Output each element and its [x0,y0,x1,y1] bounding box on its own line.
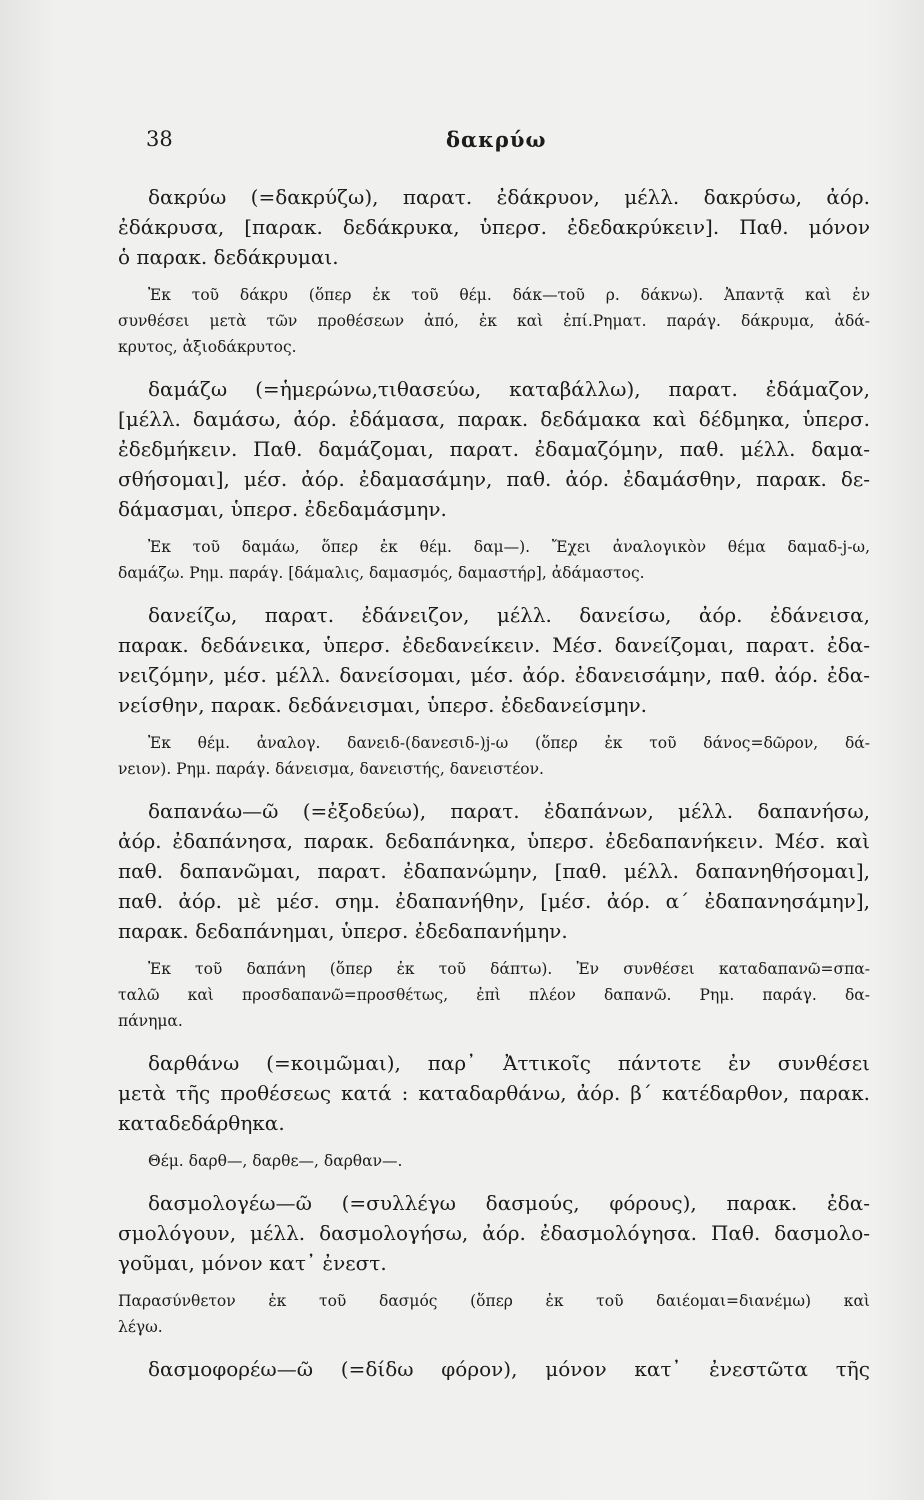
entry-line: παρακ. δεδαπάνημαι, ὑπερσ. ἐδεδαπανήμην. [118,919,568,943]
etymology-line: δαμάζω. Ρημ. παράγ. [δάμαλις, δαμασμός, δαμαστήρ], ἀδάμαστος. [118,564,645,582]
entry-damazo [118,374,870,524]
entry-line: δαπανάω—ῶ (=ἐξοδεύω), παρατ. ἐδαπάνων, μέλλ. δαπανήσω, [148,799,870,823]
page-number: 38 [146,127,173,151]
entry-line: νείσθην, παρακ. δεδάνεισμαι, ὑπερσ. ἐδεδανείσμην. [118,693,648,717]
entry-line: νειζόμην, μέσ. μέλλ. δανείσομαι, μέσ. ἀόρ. ἐδανεισάμην, παθ. ἀόρ. ἐδα- [118,663,870,687]
entry-line: ὁ παρακ. δεδάκρυμαι. [118,245,339,269]
etymology-line: κρυτος, ἀξιοδάκρυτος. [118,338,297,356]
etymology-line: νειον). Ρημ. παράγ. δάνεισμα, δανειστής, δανειστέον. [118,760,544,778]
running-head: δακρύω [446,127,547,152]
entry-line: παθ. δαπανῶμαι, παρατ. ἐδαπανώμην, [παθ. μέλλ. δαπανηθήσομαι], [118,859,870,883]
entry-dasmophoreo [118,1354,870,1384]
etymology-line: ταλῶ καὶ προσδαπανῶ=προσθέτως, ἐπὶ πλέον δαπανῶ. Ρημ. παράγ. δα- [118,986,870,1004]
page-header [146,127,866,157]
entry-line: δάμασμαι, ὑπερσ. ἐδεδαμάσμην. [118,497,447,521]
etymology-line: λέγω. [118,1318,163,1336]
etymology-line: πάνημα. [118,1012,183,1030]
etymology-dakryo [118,282,870,360]
etymology-daneizo [118,730,870,782]
dictionary-content [118,182,870,1394]
entry-line: ἐδάκρυσα, [παρακ. δεδάκρυκα, ὑπερσ. ἐδεδακρύκειν]. Παθ. μόνον [118,215,870,239]
entry-line: [μέλλ. δαμάσω, ἀόρ. ἐδάμασα, παρακ. δεδάμακα καὶ δέδμηκα, ὑπερσ. [118,407,870,431]
entry-daneizo [118,600,870,720]
entry-line: σμολόγουν, μέλλ. δασμολογήσω, ἀόρ. ἐδασμολόγησα. Παθ. δασμολο- [118,1221,870,1245]
entry-line: παρακ. δεδάνεικα, ὑπερσ. ἐδεδανείκειν. Μέσ. δανείζομαι, παρατ. ἐδα- [118,633,870,657]
etymology-line: Θέμ. δαρθ—, δαρθε—, δαρθαν—. [148,1152,403,1170]
entry-line: παθ. ἀόρ. μὲ μέσ. σημ. ἐδαπανήθην, [μέσ. ἀόρ. α΄ ἐδαπανησάμην], [118,889,870,913]
entry-line: δανείζω, παρατ. ἐδάνειζον, μέλλ. δανείσω, ἀόρ. ἐδάνεισα, [148,603,870,627]
etymology-dasmologeo [118,1288,870,1340]
entry-dasmologeo [118,1188,870,1278]
etymology-damazo [118,534,870,586]
entry-line: ἐδεδμήκειν. Παθ. δαμάζομαι, παρατ. ἐδαμαζόμην, παθ. μέλλ. δαμα- [118,437,870,461]
entry-line: δασμοφορέω—ῶ (=δίδω φόρον), μόνον κατ᾽ ἐνεστῶτα τῆς [148,1357,870,1381]
entry-dapanao [118,796,870,946]
entry-line: γοῦμαι, μόνον κατ᾽ ἐνεστ. [118,1251,387,1275]
entry-line: δακρύω (=δακρύζω), παρατ. ἐδάκρυον, μέλλ. δακρύσω, ἀόρ. [148,185,870,209]
entry-line: ἀόρ. ἐδαπάνησα, παρακ. δεδαπάνηκα, ὑπερσ. ἐδεδαπανήκειν. Μέσ. καὶ [118,829,870,853]
entry-dakryo [118,182,870,272]
etymology-line: Ἐκ θέμ. ἀναλογ. δανειδ-(δανεσιδ-)j-ω (ὅπερ ἐκ τοῦ δάνος=δῶρον, δά- [148,734,870,752]
etymology-line: Ἐκ τοῦ δαμάω, ὅπερ ἐκ θέμ. δαμ—). Ἔχει ἀναλογικὸν θέμα δαμαδ-j-ω, [148,538,870,556]
entry-line: καταδεδάρθηκα. [118,1111,285,1135]
etymology-line: συνθέσει μετὰ τῶν προθέσεων ἀπό, ἐκ καὶ ἐπί.Ρηματ. παράγ. δάκρυμα, ἀδά- [118,312,870,330]
etymology-darthano [118,1148,870,1174]
etymology-dapanao [118,956,870,1034]
etymology-line: Ἐκ τοῦ δαπάνη (ὅπερ ἐκ τοῦ δάπτω). Ἐν συνθέσει καταδαπανῶ=σπα- [148,960,870,978]
entry-line: δαμάζω (=ἡμερώνω,τιθασεύω, καταβάλλω), παρατ. ἐδάμαζον, [148,377,870,401]
entry-line: σθήσομαι], μέσ. ἀόρ. ἐδαμασάμην, παθ. ἀόρ. ἐδαμάσθην, παρακ. δε- [118,467,870,491]
entry-line: δασμολογέω—ῶ (=συλλέγω δασμούς, φόρους), παρακ. ἐδα- [148,1191,870,1215]
entry-line: δαρθάνω (=κοιμῶμαι), παρ᾽ Ἀττικοῖς πάντοτε ἐν συνθέσει [148,1051,870,1075]
etymology-line: Παρασύνθετον ἐκ τοῦ δασμός (ὅπερ ἐκ τοῦ δαιέομαι=διανέμω) καὶ [118,1292,870,1310]
entry-line: μετὰ τῆς προθέσεως κατά : καταδαρθάνω, ἀόρ. β΄ κατέδαρθον, παρακ. [118,1081,870,1105]
etymology-line: Ἐκ τοῦ δάκρυ (ὅπερ ἐκ τοῦ θέμ. δάκ—τοῦ ρ. δάκνω). Ἀπαντᾷ καὶ ἐν [148,286,870,304]
entry-darthano [118,1048,870,1138]
